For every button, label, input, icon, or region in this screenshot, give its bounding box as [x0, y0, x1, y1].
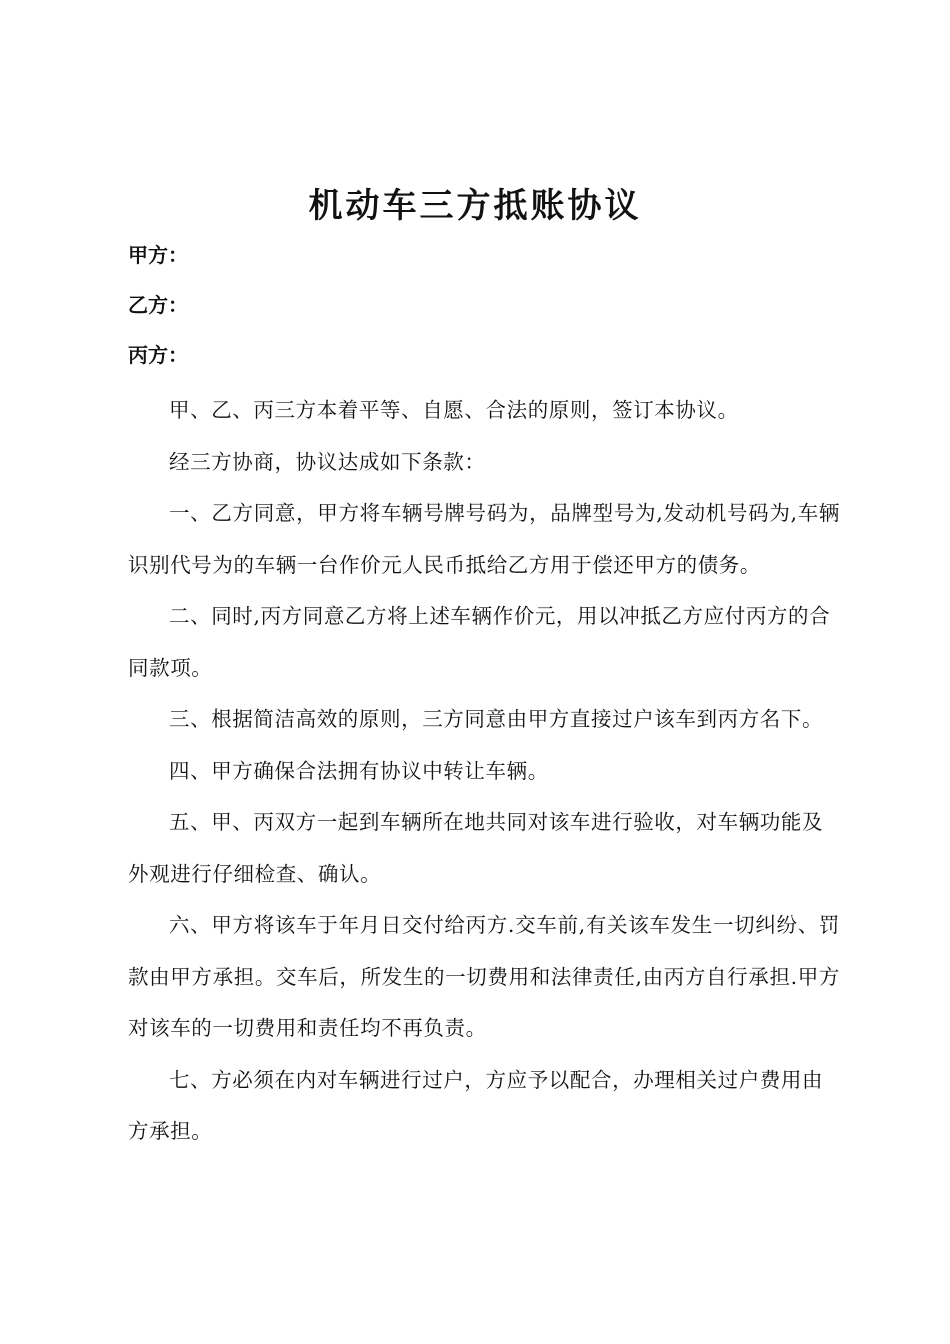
- clause-5-paragraph: 五、甲、丙双方一起到车辆所在地共同对该车进行验收，对车辆功能及外观进行仔细检查、确认。: [128, 810, 824, 886]
- clause-2-paragraph: 二、同时,丙方同意乙方将上述车辆作价元，用以冲抵乙方应付丙方的合同款项。: [128, 604, 831, 680]
- agreement-body: [128, 385, 840, 1158]
- clause-4-paragraph: 四、甲方确保合法拥有协议中转让车辆。: [169, 758, 549, 783]
- clause-7-paragraph: 七、方必须在内对车辆进行过户，方应予以配合，办理相关过户费用由方承担。: [128, 1067, 824, 1143]
- clause-3-paragraph: 三、根据简洁高效的原则，三方同意由甲方直接过户该车到丙方名下。: [169, 707, 824, 731]
- clause-1-paragraph: 一、乙方同意，甲方将车辆号牌号码为，品牌型号为,发动机号码为,车辆识别代号为的车辆一台作价元人民币抵给乙方用于偿还甲方的债务。: [128, 501, 840, 577]
- clause-6-paragraph: 六、甲方将该车于年月日交付给丙方.交车前,有关该车发生一切纠纷、罚款由甲方承担。交车后，所发生的一切费用和法律责任,由丙方自行承担.甲方对该车的一切费用和责任均不再负责。: [128, 913, 840, 1040]
- party-a-label: 甲方：: [128, 243, 188, 267]
- party-b-label: 乙方：: [128, 293, 188, 317]
- document-title: 机动车三方抵账协议: [308, 186, 642, 226]
- terms-lead-paragraph: 经三方协商，协议达成如下条款：: [169, 449, 486, 474]
- intro-paragraph: 甲、乙、丙三方本着平等、自愿、合法的原则，签订本协议。: [169, 398, 739, 422]
- party-c-label: 丙方：: [128, 343, 188, 367]
